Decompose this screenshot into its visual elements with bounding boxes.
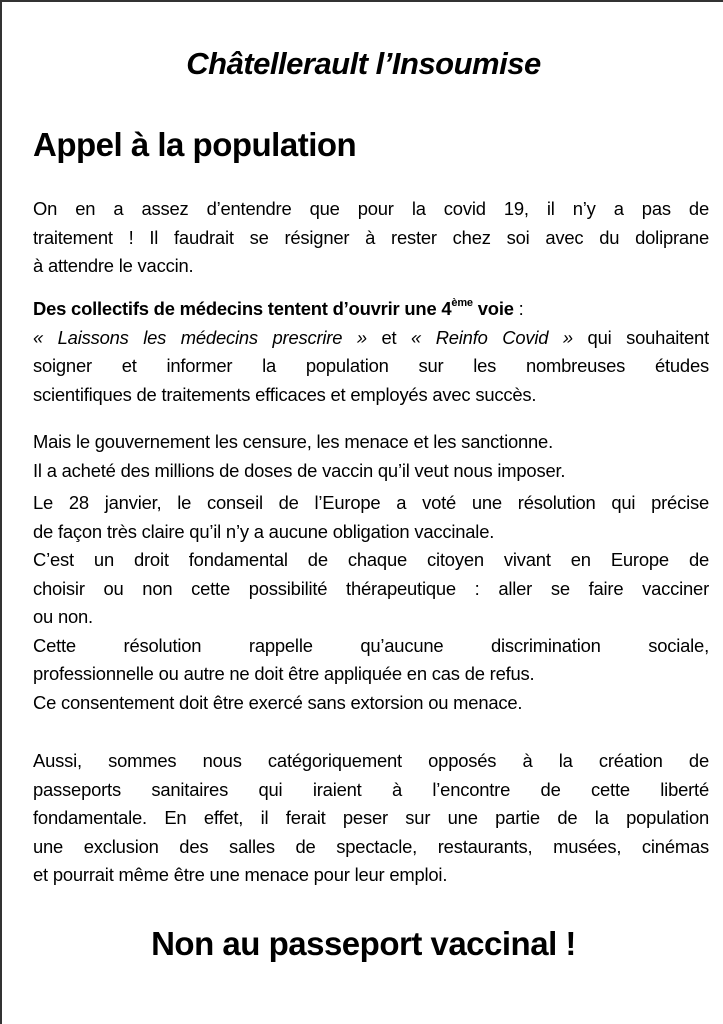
paragraph-line: Cette résolution rappelle qu’aucune discrimination sociale, — [33, 634, 709, 656]
paragraph-line: à attendre le vaccin. — [33, 255, 194, 276]
paragraph-line: soigner et informer la population sur les nombreuses études — [33, 355, 709, 376]
paragraph-line: C’est un droit fondamental de chaque citoyen vivant en Europe de — [33, 549, 709, 570]
paragraph-government — [33, 428, 709, 485]
paragraph-line: Aussi, sommes nous catégoriquement opposés à la création de — [33, 750, 709, 771]
lead-colon: : — [513, 298, 524, 319]
quotes-after-text: qui souhaitent — [572, 326, 709, 348]
lead-bold-after: voie — [472, 298, 514, 319]
paragraph-line: On en a assez d’entendre que pour la covid 19, il n’y a pas de — [33, 198, 709, 219]
paragraph-line: et pourrait même être une menace pour leur emploi. — [33, 864, 448, 885]
quote-connector: et — [366, 326, 412, 348]
ordinal-superscript: ème — [451, 297, 473, 309]
paragraph-line: ou non. — [33, 606, 93, 627]
paragraph-line: Ce consentement doit être exercé sans extorsion ou menace. — [33, 691, 523, 713]
paragraph-line: traitement ! Il faudrait se résigner à rester chez soi avec du doliprane — [33, 226, 709, 248]
paragraph-line: scientifiques de traitements efficaces et employés avec succès. — [33, 383, 537, 405]
main-heading: Appel à la population — [33, 126, 357, 163]
organization-title: Châtellerault l’Insoumise — [186, 46, 541, 81]
paragraph-doctors-collectives — [33, 295, 709, 409]
quote-laissons: « Laissons les médecins prescrire » — [33, 326, 367, 348]
paragraph-line: Mais le gouvernement les censure, les menace et les sanctionne. — [33, 431, 553, 452]
quote-reinfo-covid: « Reinfo Covid » — [411, 326, 573, 348]
paragraph-health-passports — [33, 747, 709, 890]
paragraph-council-of-europe — [33, 489, 709, 717]
closing-slogan: Non au passeport vaccinal ! — [151, 925, 576, 962]
paragraph-line: fondamentale. En effet, il ferait peser sur une partie de la population — [33, 807, 709, 828]
paragraph-line: de façon très claire qu’il n’y a aucune obligation vaccinale. — [33, 520, 495, 542]
paragraph-lead-line — [33, 295, 709, 324]
paragraph-line: Le 28 janvier, le conseil de l’Europe a voté une résolution qui précise — [33, 492, 709, 513]
paragraph-line: Il a acheté des millions de doses de vaccin qu’il veut nous imposer. — [33, 459, 566, 481]
paragraph-line: passeports sanitaires qui iraient à l’encontre de cette liberté — [33, 778, 709, 800]
paragraph-line: une exclusion des salles de spectacle, restaurants, musées, cinémas — [33, 835, 709, 857]
paragraph-quotes-line — [33, 324, 709, 353]
lead-bold-text: Des collectifs de médecins tentent d’ouvrir une 4 — [33, 298, 452, 319]
paragraph-no-treatment — [33, 195, 709, 281]
paragraph-line: choisir ou non cette possibilité thérapeutique : aller se faire vacciner — [33, 577, 709, 599]
paragraph-line: professionnelle ou autre ne doit être appliquée en cas de refus. — [33, 663, 535, 684]
